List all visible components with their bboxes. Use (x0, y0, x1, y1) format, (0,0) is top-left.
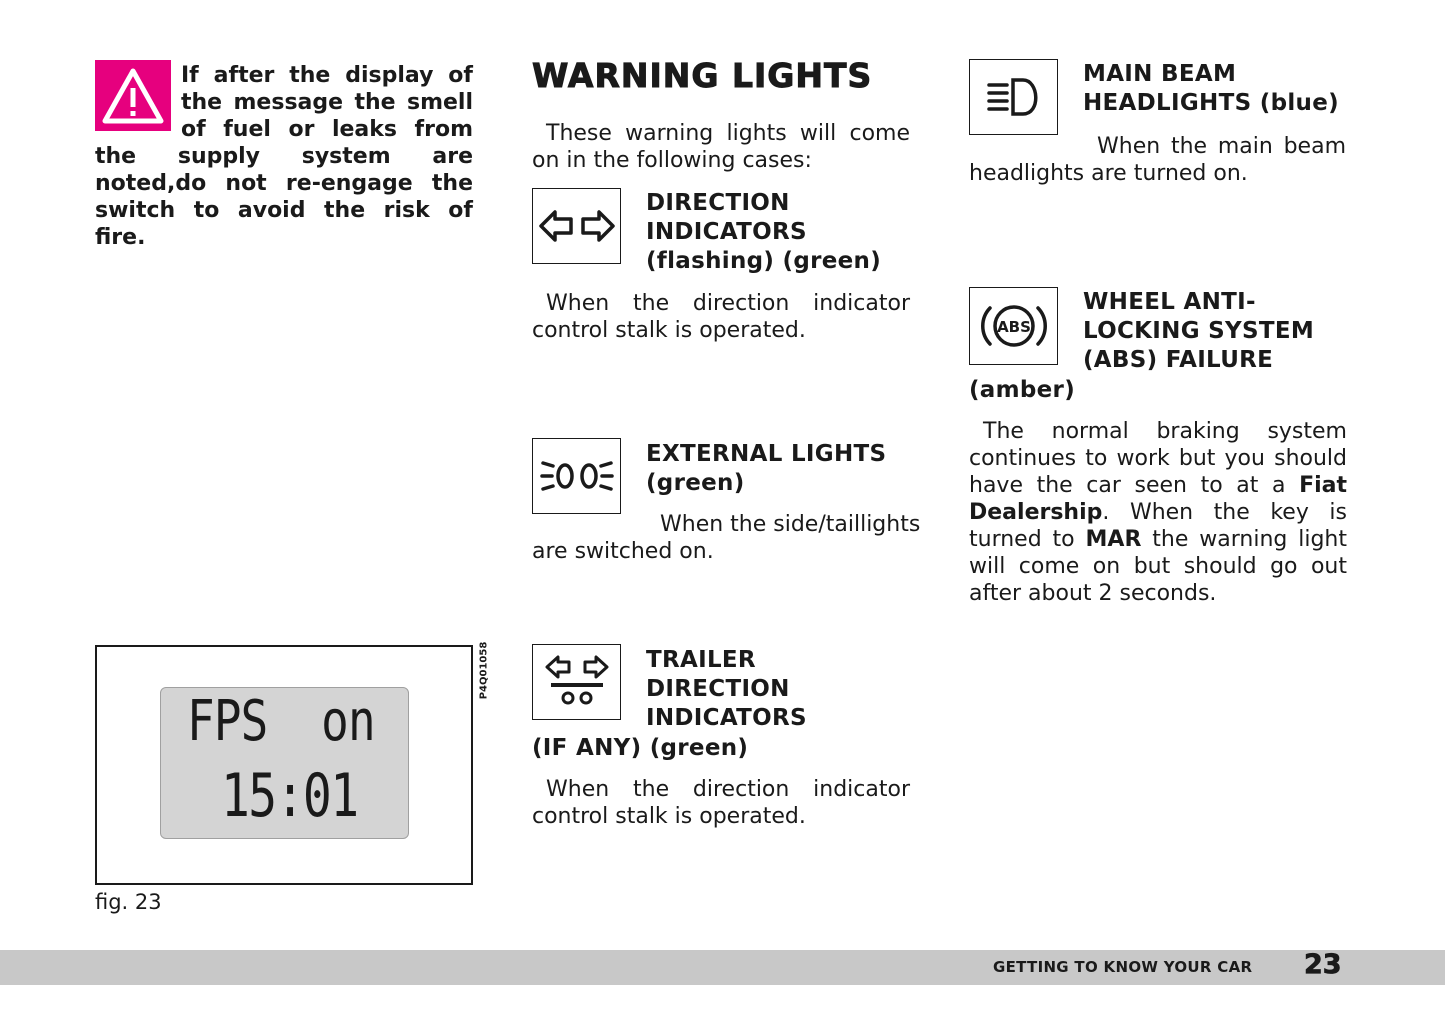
figure-code: P4Q01058 (478, 641, 490, 700)
abs-body: The normal braking system continues to work but you should have the car seen to at a Fiat Dealership. When the key is turned to MAR the warning light will come on but should go out after about 2 seconds. (969, 419, 1347, 606)
direction-body: When the direction indicator control stalk is operated. (532, 291, 910, 343)
abs-icon (976, 295, 1052, 357)
section-title: WARNING LIGHTS (532, 56, 873, 95)
abs-heading-continued: (amber) (969, 377, 1076, 403)
trailer-icon-box (532, 644, 621, 720)
external-lights-body-2: are switched on. (532, 539, 714, 564)
main-beam-icon-box (969, 59, 1058, 135)
fps-display-figure (95, 645, 473, 885)
svg-text:ABS: ABS (996, 318, 1031, 336)
fuel-warning-block (95, 60, 473, 251)
trailer-heading-continued: (IF ANY) (green) (532, 735, 749, 761)
trailer-arrows-icon (541, 652, 613, 712)
abs-heading: WHEEL ANTI- LOCKING SYSTEM (ABS) FAILURE (1083, 289, 1315, 373)
external-lights-heading: EXTERNAL LIGHTS (green) (646, 441, 887, 496)
footer-section-title: GETTING TO KNOW YOUR CAR (993, 958, 1253, 976)
page-number: 23 (1304, 949, 1342, 980)
figure-caption: fig. 23 (95, 890, 162, 914)
main-beam-heading: MAIN BEAM HEADLIGHTS (blue) (1083, 61, 1339, 116)
lcd-line-2: 15:01 (221, 761, 358, 831)
direction-heading: DIRECTION INDICATORS (flashing) (green) (646, 190, 882, 274)
main-beam-icon (979, 72, 1049, 122)
trailer-heading: TRAILER DIRECTION INDICATORS (646, 647, 807, 731)
trailer-body: When the direction indicator control stalk is operated. (532, 777, 910, 829)
main-beam-body-2: headlights are turned on. (969, 161, 1248, 186)
fuel-warning-text: If after the display of the message the smell of fuel or leaks from the supply system are noted,do not re-engage the switch to avoid the risk of fire. (95, 63, 473, 250)
direction-arrows-icon (537, 204, 617, 248)
lcd-screen (160, 687, 409, 839)
lcd-line-1: FPS on (187, 689, 375, 754)
direction-indicator-icon-box (532, 188, 621, 264)
warning-triangle-icon (95, 60, 171, 131)
side-lights-icon (537, 451, 617, 501)
external-lights-body-1: When the side/taillights (660, 512, 921, 537)
intro-text: These warning lights will come on in the following cases: (532, 121, 910, 173)
main-beam-body-1: When the main beam (1097, 134, 1346, 159)
external-lights-icon-box (532, 438, 621, 514)
abs-icon-box (969, 287, 1058, 365)
